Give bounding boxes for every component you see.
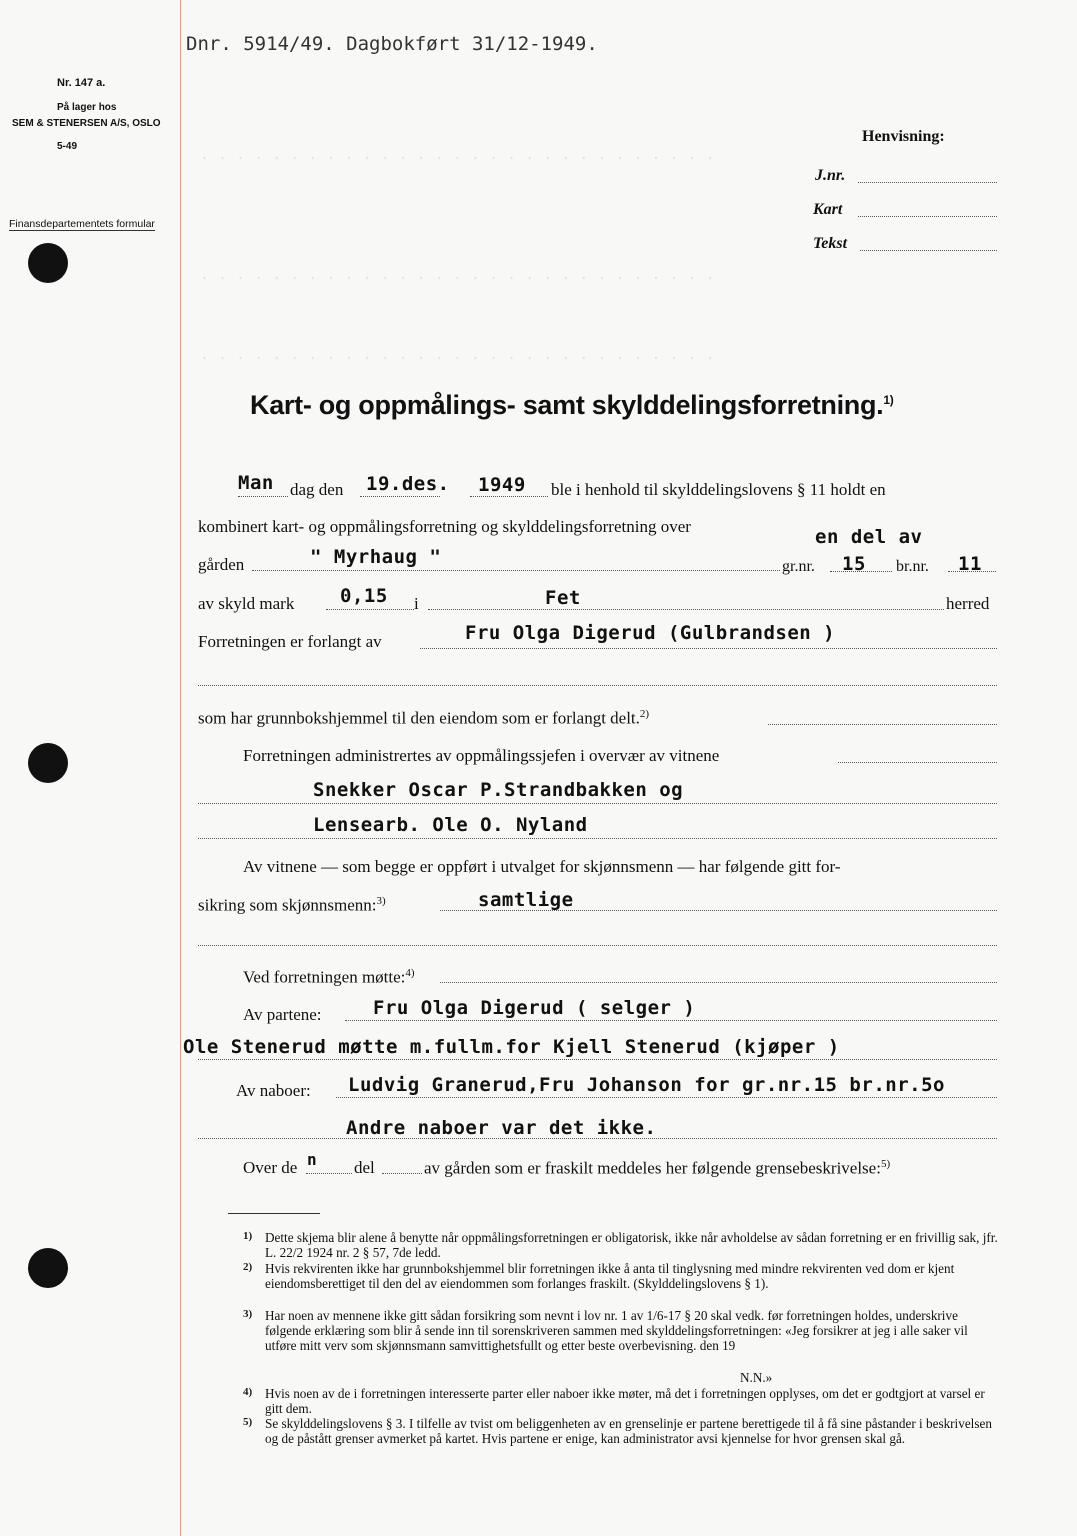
vitner-answer: samtlige [478, 889, 574, 911]
kart-line [858, 216, 997, 217]
footnote-4-num: 4) [243, 1386, 253, 1398]
naboer-value2: Andre naboer var det ikke. [346, 1117, 657, 1139]
bleed-through-text: . . . . . . . . . . . . . . . . . . . . . . . . . . . . . [200, 145, 715, 163]
footnote-4: Hvis noen av de i forretningen interesserte parter eller naboer ikke møter, må det i forretningen opplyses, om det er godtgjort at varsel er gitt dem. [265, 1386, 985, 1417]
blank-line [198, 685, 997, 686]
bleed-through-text: . . . . . . . . . . . . . . . . . . . . . . . . . . . . . [200, 265, 715, 283]
title-note: 1) [883, 393, 894, 407]
form-number: Nr. 147 a. [57, 77, 106, 89]
date-line [360, 496, 440, 497]
footnote-3-signature: N.N.» [740, 1370, 773, 1385]
part-value: en del av [815, 526, 923, 548]
line2-text: kombinert kart- og oppmålingsforretning og skylddelingsforretning over [198, 517, 691, 536]
herred-name: Fet [545, 587, 581, 609]
stock-line2: SEM & STENERSEN A/S, OSLO [12, 118, 161, 129]
witness1-line [198, 803, 997, 804]
admin-text: Forretningen administrertes av oppmålingssjefen i overvær av vitnene [243, 746, 720, 765]
brnr-value: 11 [958, 553, 982, 575]
partene-value2: Ole Stenerud møtte m.fullm.for Kjell Stenerud (kjøper ) [183, 1036, 840, 1058]
year-value: 1949 [478, 474, 526, 496]
date-value: 19.des. [366, 473, 450, 495]
del-label: del [354, 1158, 375, 1177]
jnr-line [858, 182, 997, 183]
line1-text: ble i henhold til skylddelingslovens § 11 holdt en [551, 480, 886, 499]
title-text: Kart- og oppmålings- samt skylddelingsforretning. [250, 390, 884, 420]
grnr-label: gr.nr. [782, 558, 815, 575]
punch-hole [28, 1248, 68, 1288]
grense-text-value: av gården som er fraskilt meddeles her følgende grensebeskrivelse: [424, 1158, 881, 1178]
naboer-line [336, 1097, 997, 1098]
footnote-3-num: 3) [243, 1308, 253, 1320]
requested-by: Fru Olga Digerud (Gulbrandsen ) [465, 622, 836, 644]
vitner-line [440, 910, 997, 911]
witness2-line [198, 838, 997, 839]
stock-line1: På lager hos [57, 102, 117, 113]
partene-line [345, 1020, 997, 1021]
hjemmel-text-value: som har grunnbokshjemmel til den eiendom som er forlangt delt. [198, 708, 640, 728]
blank-line-2 [198, 945, 997, 946]
vitner-note: 3) [376, 895, 386, 907]
grnr-value: 15 [842, 553, 866, 575]
partene-line2 [198, 1059, 997, 1060]
requested-line [420, 648, 997, 649]
grense-note: 5) [880, 1158, 891, 1170]
skyld-value: 0,15 [340, 585, 388, 607]
dag-den-label: dag den [290, 480, 344, 499]
partene-value: Fru Olga Digerud ( selger ) [373, 997, 696, 1019]
naboer-label: Av naboer: [236, 1081, 311, 1100]
skyld-label: av skyld mark [198, 594, 295, 613]
day-line [238, 496, 288, 497]
kart-label: Kart [813, 201, 843, 218]
brnr-line [948, 571, 996, 572]
form-edition: 5-49 [57, 141, 78, 152]
mote-label-text: Ved forretningen møtte: [243, 967, 406, 987]
vitner-line1: Av vitnene — som begge er oppført i utvalget for skjønnsmenn — har følgende gitt for- [243, 857, 841, 876]
over-label: Over de [243, 1158, 298, 1177]
punch-hole [28, 743, 68, 783]
hjemmel-note: 2) [639, 708, 650, 720]
partene-label: Av partene: [243, 1005, 322, 1024]
admin-line [838, 762, 997, 763]
grense-text [424, 1158, 890, 1179]
footnote-2-num: 2) [243, 1261, 253, 1273]
skyld-line [326, 609, 414, 610]
naboer-value: Ludvig Granerud,Fru Johanson for gr.nr.15 br.nr.5o [348, 1074, 945, 1096]
footnote-3: Har noen av mennene ikke gitt sådan forsikring som nevnt i lov nr. 1 av 1/6-17 § 20 skal vedk. før forretningen holdes, underskrive følgende erklæring som blir å sende inn til sorenskriveren sammen med skylddelingsforretningen: «Jeg forsikrer at jeg i alle saker vil utføre mitt verv som skjønnsmann samvittighetsfullt og etter beste overbevisning. den 19 [265, 1308, 968, 1354]
tekst-label: Tekst [813, 235, 848, 252]
footnote-2: Hvis rekvirenten ikke har grunnbokshjemmel blir forretningen ikke å anta til tinglysning med mindre rekvirenten ved dom er kjent eiendomsberettiget til den del av eiendommen som forlanges fraskilt. (Skylddelingslovens § 1). [265, 1261, 955, 1292]
hjemmel-text [198, 708, 649, 729]
farm-name: " Myrhaug " [310, 546, 442, 568]
witness2: Lensearb. Ole O. Nyland [313, 814, 588, 836]
i-label: i [414, 594, 419, 613]
hjemmel-line [768, 724, 997, 725]
herred-label: herred [946, 594, 990, 613]
del-line [382, 1173, 422, 1174]
jnr-label: J.nr. [815, 167, 846, 184]
footnote-5-num: 5) [243, 1416, 253, 1428]
day-value: Man [238, 472, 274, 494]
punch-hole [28, 243, 68, 283]
herred-line [428, 609, 944, 610]
vitner-line2-text: sikring som skjønnsmenn: [198, 895, 377, 915]
footnote-1: Dette skjema blir alene å benytte når oppmålingsforretningen er obligatorisk, ikke når avholdelse av sådan forretning er en frivillig sak, jfr. L. 22/2 1924 nr. 2 § 57, 7de ledd. [265, 1230, 998, 1261]
bleed-through-text: . . . . . . . . . . . . . . . . . . . . . . . . . . . . . [200, 345, 715, 363]
footnote-separator [228, 1213, 320, 1214]
mote-line [440, 982, 997, 983]
reference-heading: Henvisning: [862, 128, 945, 145]
footnote-1-num: 1) [243, 1230, 253, 1242]
mote-note: 4) [405, 967, 415, 979]
vitner-line2 [198, 895, 386, 916]
footnote-5: Se skylddelingslovens § 3. I tilfelle av tvist om beliggenheten av en grenselinje er partene berettigede til å få sine påstander i beskrivelsen og de påstått grenser avmerket på kartet. Hvis partene er enige, kan administrator avsi kjennelse for hvor grensen skal gå. [265, 1416, 992, 1447]
naboer-line2 [198, 1138, 997, 1139]
over-line [306, 1173, 352, 1174]
tekst-line [860, 250, 997, 251]
garden-label: gården [198, 555, 245, 574]
brnr-label: br.nr. [896, 558, 929, 575]
year-line [470, 496, 548, 497]
grnr-line [830, 571, 892, 572]
requested-label: Forretningen er forlangt av [198, 632, 382, 651]
document-title [250, 390, 893, 421]
margin-line [180, 0, 181, 1536]
over-n: n [307, 1150, 318, 1169]
ministry-label: Finansdepartementets formular [9, 218, 155, 230]
journal-stamp: Dnr. 5914/49. Dagbokført 31/12-1949. [186, 33, 598, 55]
witness1: Snekker Oscar P.Strandbakken og [313, 779, 684, 801]
mote-label [243, 967, 415, 988]
garden-line [252, 570, 780, 571]
